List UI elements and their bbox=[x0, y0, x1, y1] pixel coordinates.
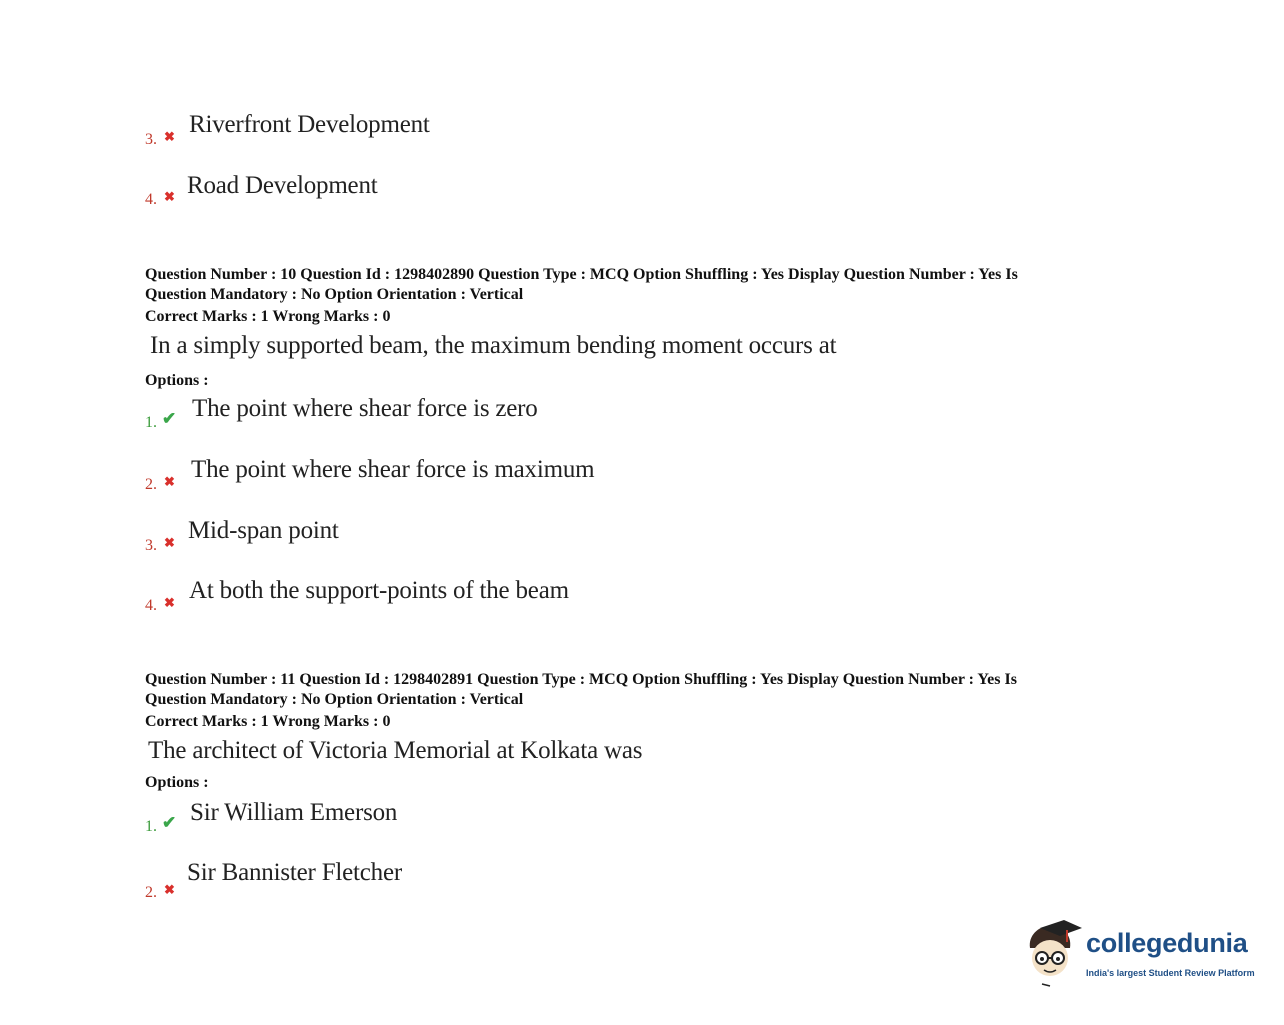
check-mark-icon: ✔ bbox=[162, 409, 177, 428]
question-meta-line-2: Question Mandatory : No Option Orientation : Vertical bbox=[145, 286, 524, 303]
option-number: 4. bbox=[145, 191, 157, 208]
option-text: Riverfront Development bbox=[189, 111, 430, 138]
options-label: Options : bbox=[145, 372, 209, 389]
question-meta bbox=[145, 265, 1105, 305]
wrong-mark-icon: ✖ bbox=[164, 882, 175, 897]
option-number: 1. bbox=[145, 818, 157, 835]
option-number: 3. bbox=[145, 537, 157, 554]
logo-wordmark: collegedunia bbox=[1086, 928, 1248, 958]
wrong-mark-icon: ✖ bbox=[164, 535, 175, 550]
question-meta-line-1: Question Number : 10 Question Id : 1298402890 Question Type : MCQ Option Shuffling : Yes Display Question Number : Yes Is bbox=[145, 266, 1018, 283]
question-text: In a simply supported beam, the maximum bending moment occurs at bbox=[150, 332, 837, 359]
wrong-mark-icon: ✖ bbox=[164, 474, 175, 489]
marks-info: Correct Marks : 1 Wrong Marks : 0 bbox=[145, 713, 391, 730]
wrong-mark-icon: ✖ bbox=[164, 595, 175, 610]
marks-info: Correct Marks : 1 Wrong Marks : 0 bbox=[145, 308, 391, 325]
options-label: Options : bbox=[145, 774, 209, 791]
option-number: 3. bbox=[145, 131, 157, 148]
option-number: 2. bbox=[145, 476, 157, 493]
logo-tagline: India's largest Student Review Platform bbox=[1086, 968, 1255, 978]
wrong-mark-icon: ✖ bbox=[164, 129, 175, 144]
question-meta-line-1: Question Number : 11 Question Id : 1298402891 Question Type : MCQ Option Shuffling : Yes Display Question Number : Yes Is bbox=[145, 671, 1017, 688]
option-text: Road Development bbox=[187, 172, 378, 199]
check-mark-icon: ✔ bbox=[162, 813, 177, 832]
question-text: The architect of Victoria Memorial at Kolkata was bbox=[148, 737, 643, 764]
option-text: At both the support-points of the beam bbox=[189, 577, 569, 604]
option-text: Mid-span point bbox=[188, 517, 339, 544]
wrong-mark-icon: ✖ bbox=[164, 189, 175, 204]
option-number: 4. bbox=[145, 597, 157, 614]
option-text: The point where shear force is zero bbox=[192, 395, 538, 422]
mascot-icon bbox=[1020, 918, 1086, 990]
option-text: Sir William Emerson bbox=[190, 799, 398, 826]
option-number: 2. bbox=[145, 884, 157, 901]
collegedunia-logo bbox=[1020, 918, 1260, 990]
question-meta-line-2: Question Mandatory : No Option Orientation : Vertical bbox=[145, 691, 524, 708]
question-meta bbox=[145, 670, 1105, 710]
option-text: The point where shear force is maximum bbox=[191, 456, 595, 483]
option-text: Sir Bannister Fletcher bbox=[187, 859, 402, 886]
option-number: 1. bbox=[145, 414, 157, 431]
